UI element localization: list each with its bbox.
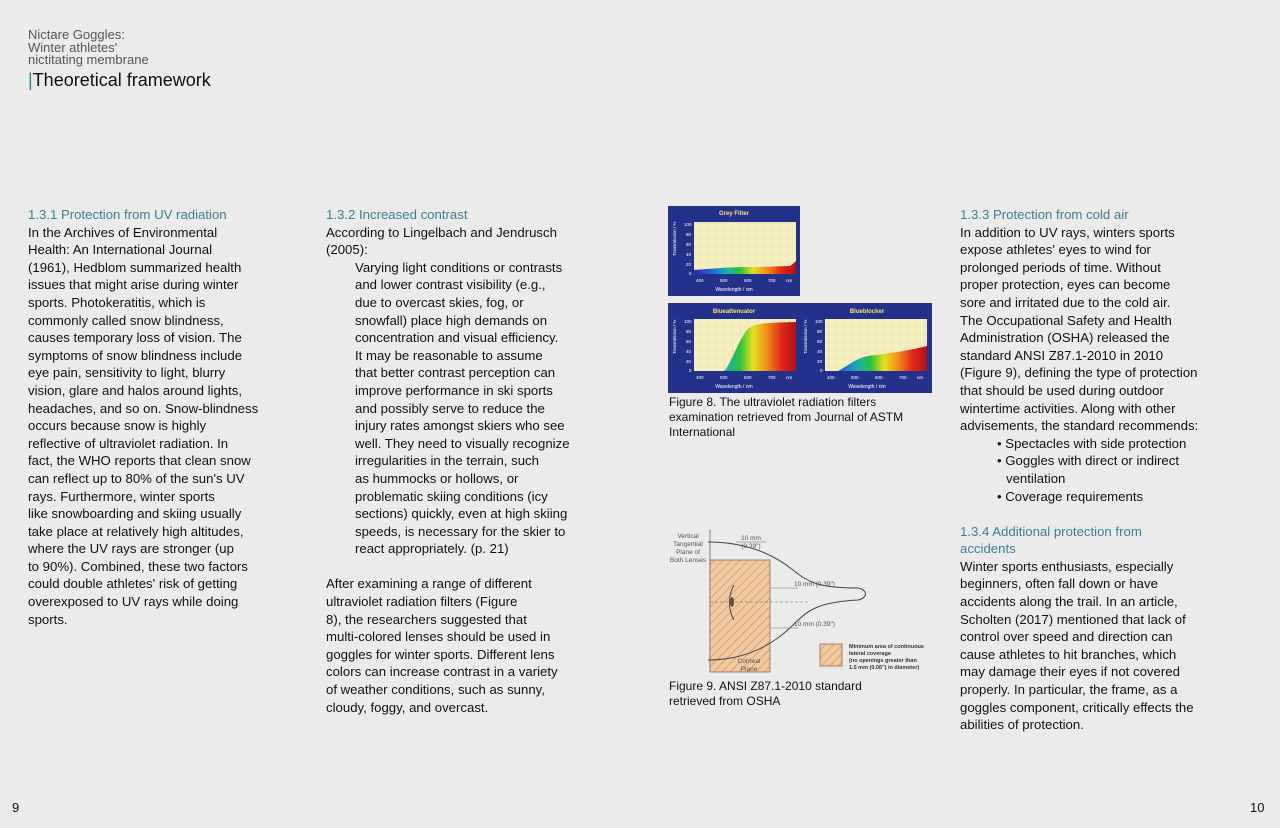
quote-line: injury rates amongst skiers who see [355, 418, 565, 434]
y-tick: 60 [686, 339, 692, 344]
y-axis-label: Transmission / % [672, 221, 677, 256]
text-line: commonly called snow blindness, [28, 312, 224, 328]
text-line: standard ANSI Z87.1-2010 in 2010 [960, 347, 1164, 363]
x-tick: 500 [720, 278, 728, 283]
text-line: where the UV rays are stronger (up [28, 541, 234, 557]
label-vertical-plane: Plane of [676, 549, 700, 556]
text-line: vision, glare and halos around lights, [28, 382, 243, 398]
dim-top: (0.39") [741, 543, 761, 550]
text-line: sports. [28, 611, 68, 627]
text-line: (2005): [326, 242, 368, 258]
y-tick: 60 [686, 242, 692, 247]
x-tick: 700 [768, 278, 776, 283]
text-line: take place at relatively high altitudes, [28, 523, 244, 539]
panel-blueblocker [800, 303, 932, 393]
bullet-item: • Goggles with direct or indirect [997, 453, 1179, 469]
text-line: sore and irritated due to the cold air. [960, 294, 1171, 310]
section-title [28, 70, 211, 91]
text-line: like snowboarding and skiing usually [28, 506, 242, 522]
text-line: In addition to UV rays, winters sports [960, 224, 1175, 240]
left-body [28, 224, 278, 629]
text-line: 8), the researchers suggested that [326, 611, 527, 627]
text-line: may damage their eyes if not covered [960, 664, 1180, 680]
document-header [28, 29, 149, 67]
y-axis-label: Transmission / % [803, 319, 808, 354]
x-tick: 500 [851, 375, 859, 380]
label-vertical-plane: Both Lenses [669, 557, 707, 564]
quote-line: as hummocks or hollows, or [355, 470, 519, 486]
quote-line: sections) quickly, even at high skiing [355, 506, 568, 522]
quote-line: snowfall) place high demands on [355, 312, 548, 328]
text-line: goggles component, critically effects the [960, 699, 1194, 715]
label-corneal-plane: Corneal [737, 658, 761, 665]
left-column [28, 206, 278, 628]
x-tick: nm [917, 375, 924, 380]
title-bar: | [28, 70, 33, 90]
text-line: prolonged periods of time. Without [960, 259, 1161, 275]
x-tick: nm [786, 375, 793, 380]
y-tick: 20 [686, 262, 692, 267]
caption-line: retrieved from OSHA [669, 694, 781, 708]
text-line: overexposed to UV rays while doing [28, 594, 239, 610]
heading-cold-air: 1.3.3 Protection from cold air [960, 207, 1129, 222]
text-line: of weather conditions, such as sunny, [326, 682, 545, 698]
x-tick: 400 [827, 375, 835, 380]
text-line: multi-colored lenses should be used in [326, 629, 551, 645]
coverage-area [710, 560, 770, 672]
quote-line: improve performance in ski sports [355, 382, 553, 398]
y-tick: 80 [686, 232, 692, 237]
quote-line: due to overcast skies, fog, or [355, 294, 524, 310]
y-tick: 0 [689, 368, 692, 373]
heading-uv-protection: 1.3.1 Protection from UV radiation [28, 207, 227, 222]
panel-title: Grey Filter [718, 211, 750, 217]
x-axis-label: Wavelength / nm [715, 287, 753, 293]
text-line: reflective of ultraviolet radiation. In [28, 435, 229, 451]
label-vertical-plane: Tangential [673, 541, 703, 548]
x-tick: 700 [768, 375, 776, 380]
text-line: Winter sports enthusiasts, especially [960, 558, 1174, 574]
caption-line: International [669, 425, 736, 439]
text-line: beginners, often fall down or have [960, 576, 1158, 592]
bullet-item-continued: ventilation [1006, 470, 1066, 486]
legend-text: (no openings greater than [849, 658, 917, 664]
y-tick: 0 [820, 368, 823, 373]
figure-9-caption [669, 679, 919, 709]
quote-line: irregularities in the terrain, such [355, 453, 539, 469]
caption-line: Figure 8. The ultraviolet radiation filters [669, 395, 877, 409]
x-tick: 600 [744, 375, 752, 380]
dim-mid-2: 10 mm (0.39") [794, 621, 835, 628]
quote-line: problematic skiing conditions (icy [355, 488, 548, 504]
caption-line: examination retrieved from Journal of ASTM [669, 410, 904, 424]
middle-column [326, 206, 596, 716]
text-line: Scholten (2017) mentioned that lack of [960, 611, 1186, 627]
text-line: causes temporary loss of vision. The [28, 330, 242, 346]
panel-grey-filter [668, 206, 800, 296]
panel-title: Blueattenuator [712, 309, 756, 315]
text-line: abilities of protection. [960, 717, 1084, 733]
x-tick: nm [786, 278, 793, 283]
y-tick: 20 [817, 359, 823, 364]
x-tick: 400 [696, 375, 704, 380]
quote-line: and lower contrast visibility (e.g., [355, 277, 546, 293]
legend-swatch [820, 644, 842, 666]
figure-8-filter-graphs [668, 206, 938, 396]
text-line: In the Archives of Environmental [28, 224, 218, 240]
heading-accidents: accidents [960, 541, 1016, 557]
x-tick: 500 [720, 375, 728, 380]
text-line: that should be used during outdoor [960, 382, 1164, 398]
header-line-3: nictitating membrane [28, 52, 149, 67]
x-axis-label: Wavelength / nm [848, 384, 886, 390]
bullet-item: • Coverage requirements [997, 488, 1144, 504]
y-tick: 20 [686, 359, 692, 364]
page-number-right: 10 [1250, 800, 1265, 815]
title-text: Theoretical framework [32, 70, 211, 90]
text-line: According to Lingelbach and Jendrusch [326, 224, 557, 240]
y-tick: 60 [817, 339, 823, 344]
text-line: Administration (OSHA) released the [960, 330, 1170, 346]
dim-top: 10 mm [741, 535, 761, 542]
x-tick: 600 [875, 375, 883, 380]
y-tick: 80 [686, 329, 692, 334]
legend-text: lateral coverage [849, 651, 891, 657]
caption-line: Figure 9. ANSI Z87.1-2010 standard [669, 679, 862, 693]
text-line: control over speed and direction can [960, 629, 1173, 645]
x-tick: 400 [696, 278, 704, 283]
figure-9-coverage-diagram [668, 530, 940, 680]
text-line: eye pain, sensitivity to light, blurry [28, 365, 226, 381]
label-corneal-plane: Plane [740, 666, 758, 673]
text-line: occurs because snow is highly [28, 418, 207, 434]
label-vertical-plane: Vertical [677, 533, 699, 540]
y-tick: 100 [684, 319, 692, 324]
panel-blueattenuator [668, 303, 800, 393]
quote-line: speeds, is necessary for the skier to [355, 523, 566, 539]
text-line: Health: An International Journal [28, 242, 213, 258]
quote-line: that better contrast perception can [355, 365, 556, 381]
quote-line: and possibly serve to reduce the [355, 400, 545, 416]
y-tick: 40 [686, 349, 692, 354]
y-tick: 100 [815, 319, 823, 324]
text-line: fact, the WHO reports that clean snow [28, 453, 251, 469]
text-line: accidents along the trail. In an article, [960, 594, 1178, 610]
heading-accidents: 1.3.4 Additional protection from [960, 523, 1142, 539]
text-line: advisements, the standard recommends: [960, 418, 1199, 434]
heading-increased-contrast: 1.3.2 Increased contrast [326, 207, 468, 222]
y-tick: 40 [686, 252, 692, 257]
text-line: ultraviolet radiation filters (Figure [326, 594, 518, 610]
legend-text: Minimum area of continuous [849, 644, 924, 650]
text-line: could double athletes' risk of getting [28, 576, 238, 592]
text-line: wintertime activities. Along with other [960, 400, 1176, 416]
y-axis-label: Transmission / % [672, 319, 677, 354]
dim-mid-1: 10 mm (0.39") [794, 581, 835, 588]
x-tick: 600 [744, 278, 752, 283]
text-line: cause athletes to hit branches, which [960, 646, 1177, 662]
text-line: properly. In particular, the frame, as a [960, 682, 1178, 698]
y-tick: 80 [817, 329, 823, 334]
quote-line: concentration and visual efficiency. [355, 330, 559, 346]
text-line: colors can increase contrast in a variety [326, 664, 558, 680]
text-line: proper protection, eyes can become [960, 277, 1171, 293]
figure-8-caption [669, 395, 919, 440]
text-line: (Figure 9), defining the type of protection [960, 365, 1198, 381]
text-line: can reflect up to 80% of the sun's UV [28, 470, 245, 486]
quote-line: react appropriately. (p. 21) [355, 541, 509, 557]
block-quote [326, 259, 596, 558]
x-axis-label: Wavelength / nm [715, 384, 753, 390]
y-tick: 40 [817, 349, 823, 354]
text-line: After examining a range of different [326, 576, 532, 592]
text-line: goggles for winter sports. Different lens [326, 646, 555, 662]
text-line: headaches, and so on. Snow-blindness [28, 400, 259, 416]
text-line: The Occupational Safety and Health [960, 312, 1172, 328]
x-tick: 700 [899, 375, 907, 380]
text-line: issues that might arise during winter [28, 277, 239, 293]
text-line: rays. Furthermore, winter sports [28, 488, 215, 504]
text-line: cloudy, foggy, and overcast. [326, 699, 489, 715]
text-line: expose athletes' eyes to wind for [960, 242, 1151, 258]
page-number-left: 9 [12, 800, 20, 815]
quote-line: It may be reasonable to assume [355, 347, 543, 363]
quote-line: Varying light conditions or contrasts [355, 259, 563, 275]
y-tick: 0 [689, 271, 692, 276]
text-line: symptoms of snow blindness include [28, 347, 243, 363]
bullet-item: • Spectacles with side protection [997, 435, 1187, 451]
text-line: to 90%). Combined, these two factors [28, 558, 248, 574]
y-tick: 100 [684, 222, 692, 227]
text-line: sports. Photokeratitis, which is [28, 294, 206, 310]
quote-line: well. They need to visually recognize [355, 435, 570, 451]
header-line-2: Winter athletes' [28, 39, 118, 55]
right-column [960, 206, 1235, 734]
legend-text: 1.5 mm (0.06") in diameter) [849, 665, 920, 671]
header-line-1: Nictare Goggles: [28, 27, 125, 42]
panel-title: Blueblocker [849, 309, 885, 315]
text-line: (1961), Hedblom summarized health [28, 259, 242, 275]
